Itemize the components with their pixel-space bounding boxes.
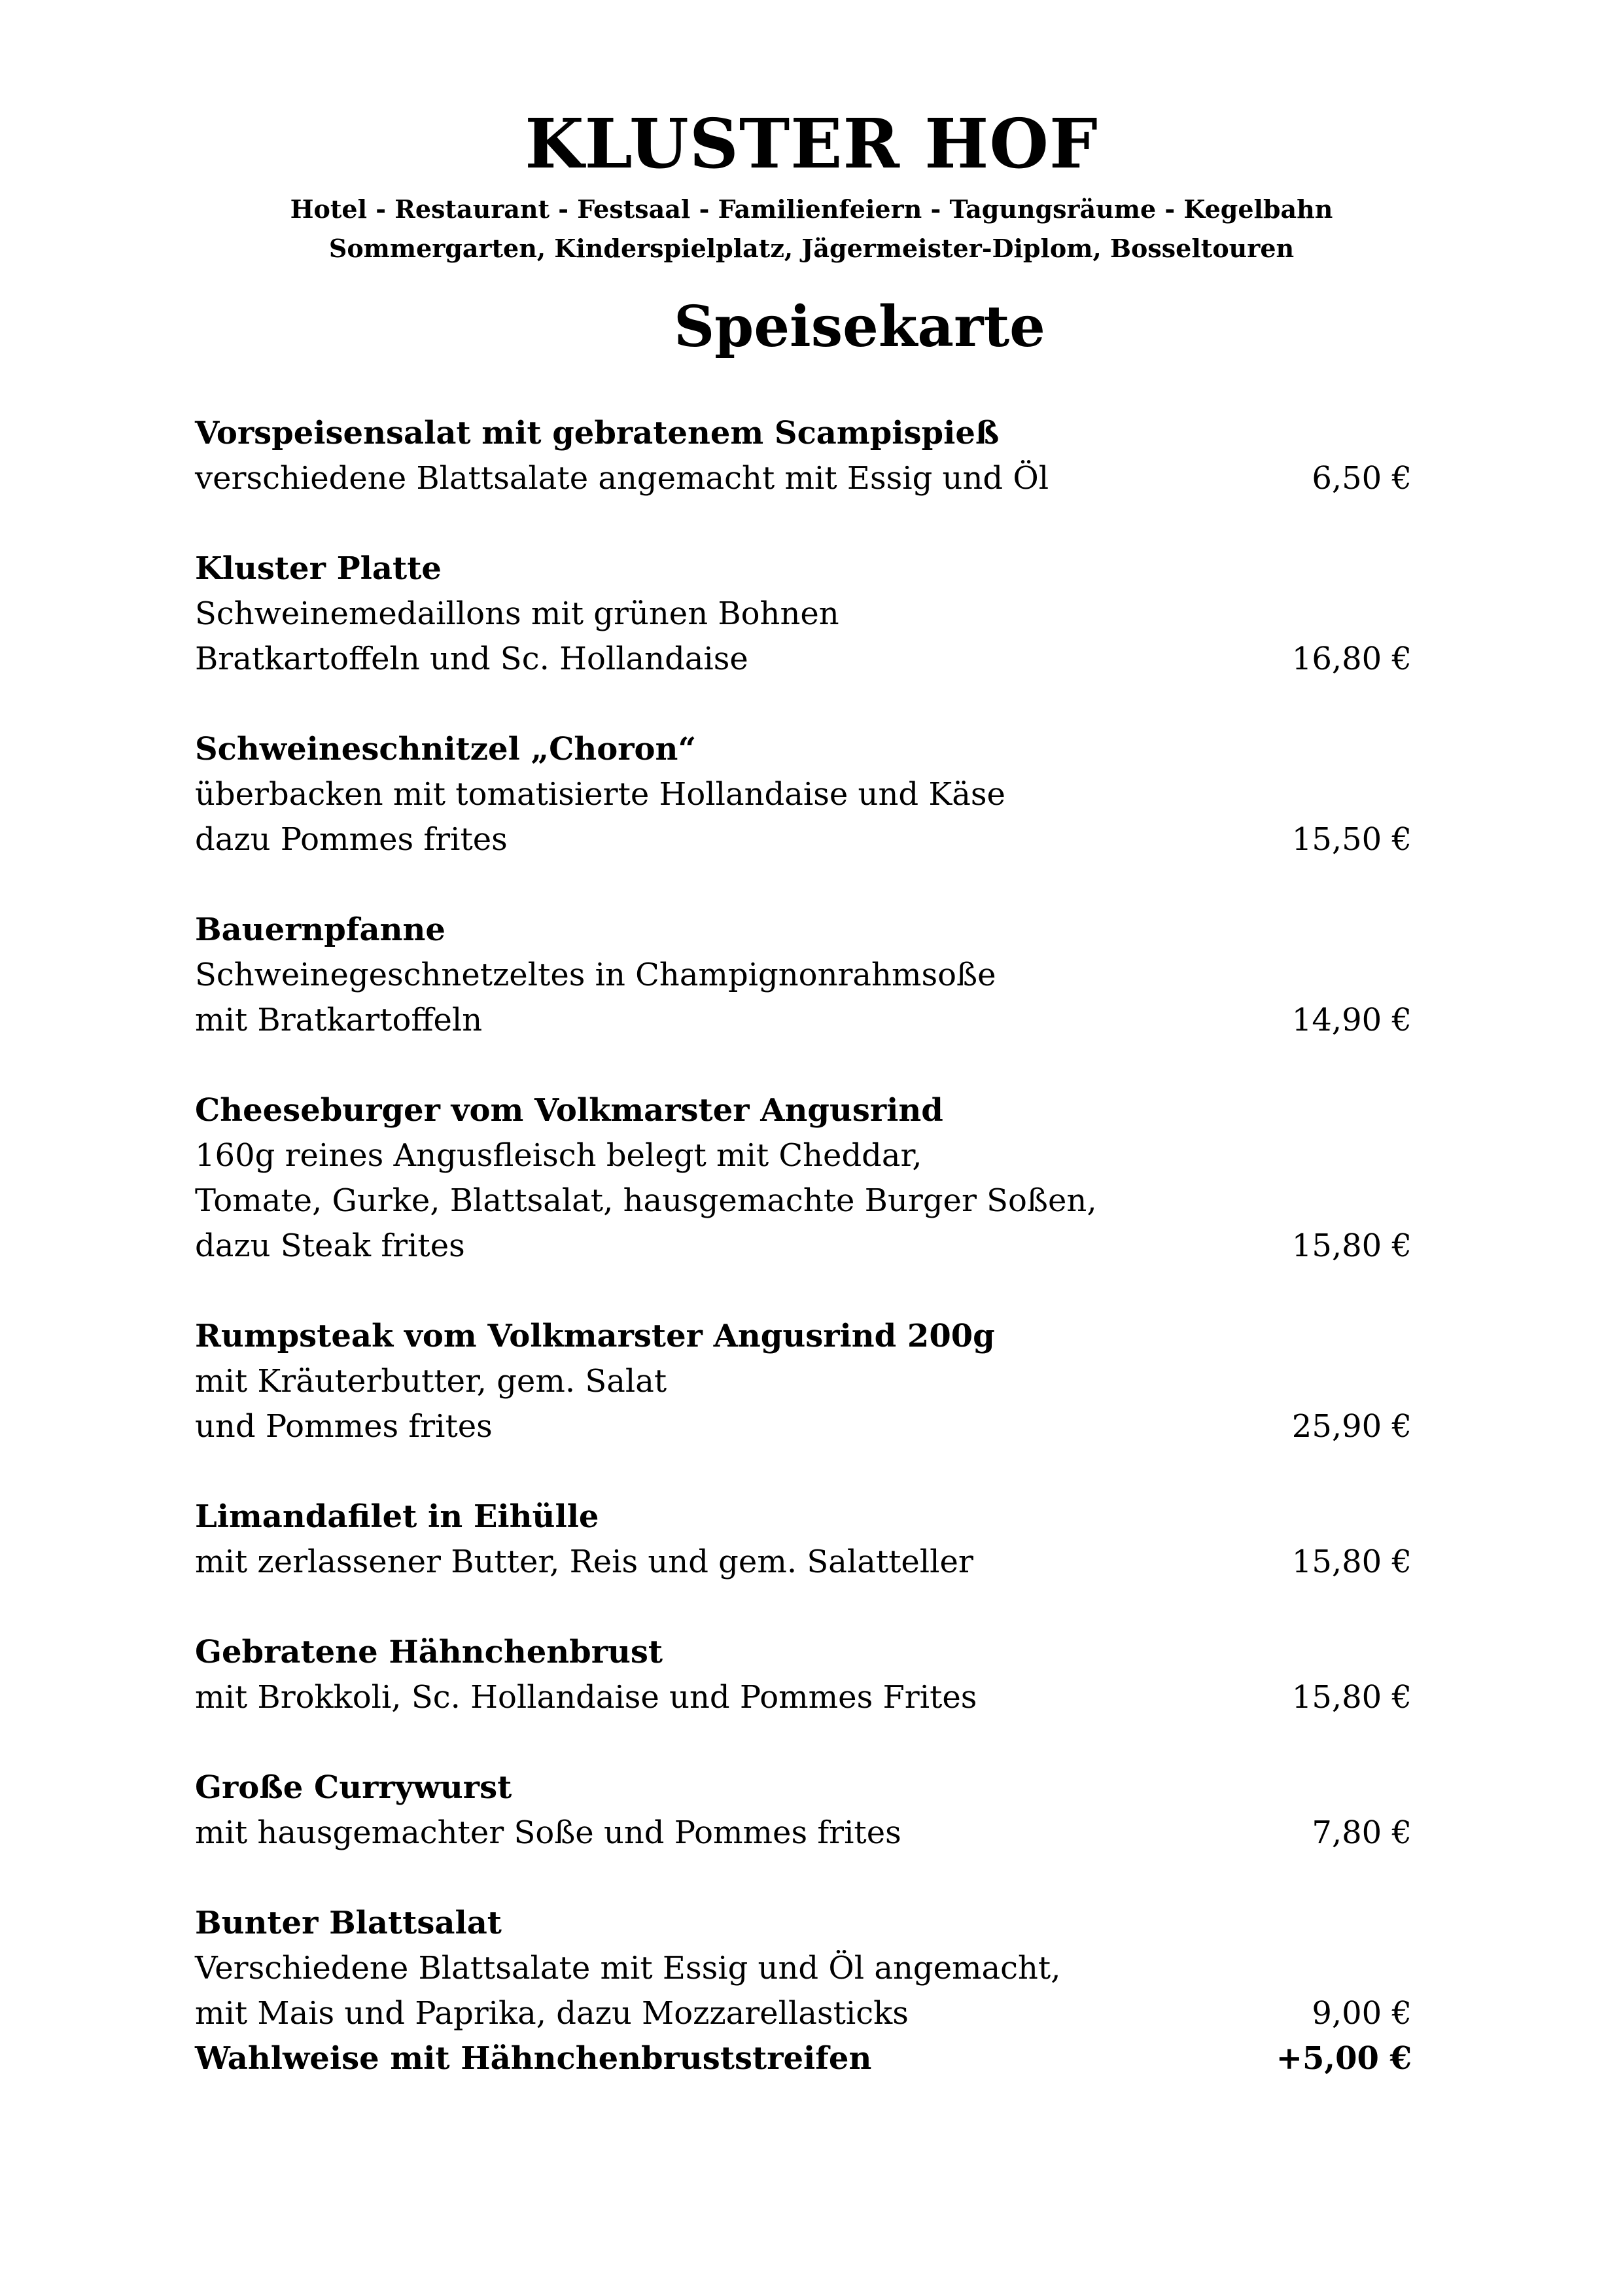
dish-description-line xyxy=(195,772,1412,817)
dish-description-text: Tomate, Gurke, Blattsalat, hausgemachte Burger Soßen, xyxy=(195,1182,1097,1219)
dish-description-line xyxy=(195,456,1412,501)
dish-description-text: dazu Pommes frites xyxy=(195,821,508,858)
dish-description-line xyxy=(195,1178,1412,1224)
dish-description-text: und Pommes frites xyxy=(195,1408,493,1445)
dish-description-line xyxy=(195,953,1412,998)
dish-price: 9,00 € xyxy=(1312,1995,1412,2032)
dish-description-text: verschiedene Blattsalate angemacht mit Essig und Öl xyxy=(195,460,1049,497)
dish-description-line xyxy=(195,1810,1412,1856)
dish-price: 15,80 € xyxy=(1291,1227,1412,1264)
dish-description-line xyxy=(195,1991,1412,2036)
dish-description-text: mit Kräuterbutter, gem. Salat xyxy=(195,1363,667,1400)
dish-name: Bunter Blattsalat xyxy=(195,1905,502,1941)
dish-option-price: +5,00 € xyxy=(1276,2040,1412,2077)
dish-description-text: mit Bratkartoffeln xyxy=(195,1002,483,1038)
dish-option-label: Wahlweise mit Hähnchenbruststreifen xyxy=(195,2040,872,2077)
dish-description-text: dazu Steak frites xyxy=(195,1227,465,1264)
menu-item xyxy=(195,1494,1412,1585)
dish-description-line xyxy=(195,1540,1412,1585)
dish-description-line xyxy=(195,1359,1412,1404)
menu-item xyxy=(195,1901,1412,2081)
menu-item xyxy=(195,411,1412,501)
dish-price: 15,80 € xyxy=(1291,1679,1412,1716)
dish-description-line xyxy=(195,817,1412,862)
dish-description-line xyxy=(195,1675,1412,1720)
dish-description-text: Bratkartoffeln und Sc. Hollandaise xyxy=(195,641,748,677)
dish-name: Limandafilet in Eihülle xyxy=(195,1498,599,1535)
brand-title: KLUSTER HOF xyxy=(525,103,1098,184)
dish-description-text: mit Brokkoli, Sc. Hollandaise und Pommes Frites xyxy=(195,1679,977,1716)
dish-price: 7,80 € xyxy=(1312,1814,1412,1851)
dish-description-line xyxy=(195,637,1412,682)
menu-title: Speisekarte xyxy=(674,294,1045,360)
dish-description-text: 160g reines Angusfleisch belegt mit Cheddar, xyxy=(195,1137,922,1174)
dish-name: Rumpsteak vom Volkmarster Angusrind 200g xyxy=(195,1318,995,1354)
facilities-line-2: Sommergarten, Kinderspielplatz, Jägermeister-Diplom, Bosseltouren xyxy=(328,234,1295,263)
menu-list xyxy=(195,411,1412,2081)
menu-item xyxy=(195,908,1412,1043)
dish-description-line xyxy=(195,1133,1412,1178)
dish-option-line xyxy=(195,2036,1412,2081)
dish-description-text: Schweinemedaillons mit grünen Bohnen xyxy=(195,595,839,632)
dish-price: 6,50 € xyxy=(1312,460,1412,497)
dish-name: Gebratene Hähnchenbrust xyxy=(195,1634,663,1670)
dish-name: Bauernpfanne xyxy=(195,911,445,948)
dish-description-text: mit Mais und Paprika, dazu Mozzarellasticks xyxy=(195,1995,909,2032)
dish-description-text: überbacken mit tomatisierte Hollandaise und Käse xyxy=(195,776,1005,813)
menu-item xyxy=(195,1314,1412,1449)
menu-item xyxy=(195,546,1412,682)
dish-name: Schweineschnitzel „Choron“ xyxy=(195,731,697,768)
dish-price: 14,90 € xyxy=(1291,1002,1412,1038)
dish-description-line xyxy=(195,998,1412,1043)
dish-description-line xyxy=(195,1946,1412,1991)
menu-item xyxy=(195,727,1412,862)
dish-description-text: mit zerlassener Butter, Reis und gem. Salatteller xyxy=(195,1544,973,1580)
menu-item xyxy=(195,1765,1412,1856)
dish-description-line xyxy=(195,1224,1412,1269)
dish-price: 15,80 € xyxy=(1291,1544,1412,1580)
menu-item xyxy=(195,1630,1412,1720)
facilities-line-1: Hotel - Restaurant - Festsaal - Familienfeiern - Tagungsräume - Kegelbahn xyxy=(290,194,1333,224)
dish-price: 15,50 € xyxy=(1291,821,1412,858)
dish-name: Cheeseburger vom Volkmarster Angusrind xyxy=(195,1092,943,1129)
dish-description-text: Schweinegeschnetzeltes in Champignonrahmsoße xyxy=(195,957,996,993)
page-header xyxy=(0,98,1623,268)
dish-name: Vorspeisensalat mit gebratenem Scampispieß xyxy=(195,415,1000,451)
dish-price: 16,80 € xyxy=(1291,641,1412,677)
dish-description-line xyxy=(195,1404,1412,1449)
dish-description-text: Verschiedene Blattsalate mit Essig und Öl angemacht, xyxy=(195,1950,1061,1987)
dish-description-text: mit hausgemachter Soße und Pommes frites xyxy=(195,1814,901,1851)
dish-price: 25,90 € xyxy=(1291,1408,1412,1445)
dish-description-line xyxy=(195,592,1412,637)
dish-name: Große Currywurst xyxy=(195,1769,512,1806)
dish-name: Kluster Platte xyxy=(195,550,442,587)
menu-item xyxy=(195,1088,1412,1269)
